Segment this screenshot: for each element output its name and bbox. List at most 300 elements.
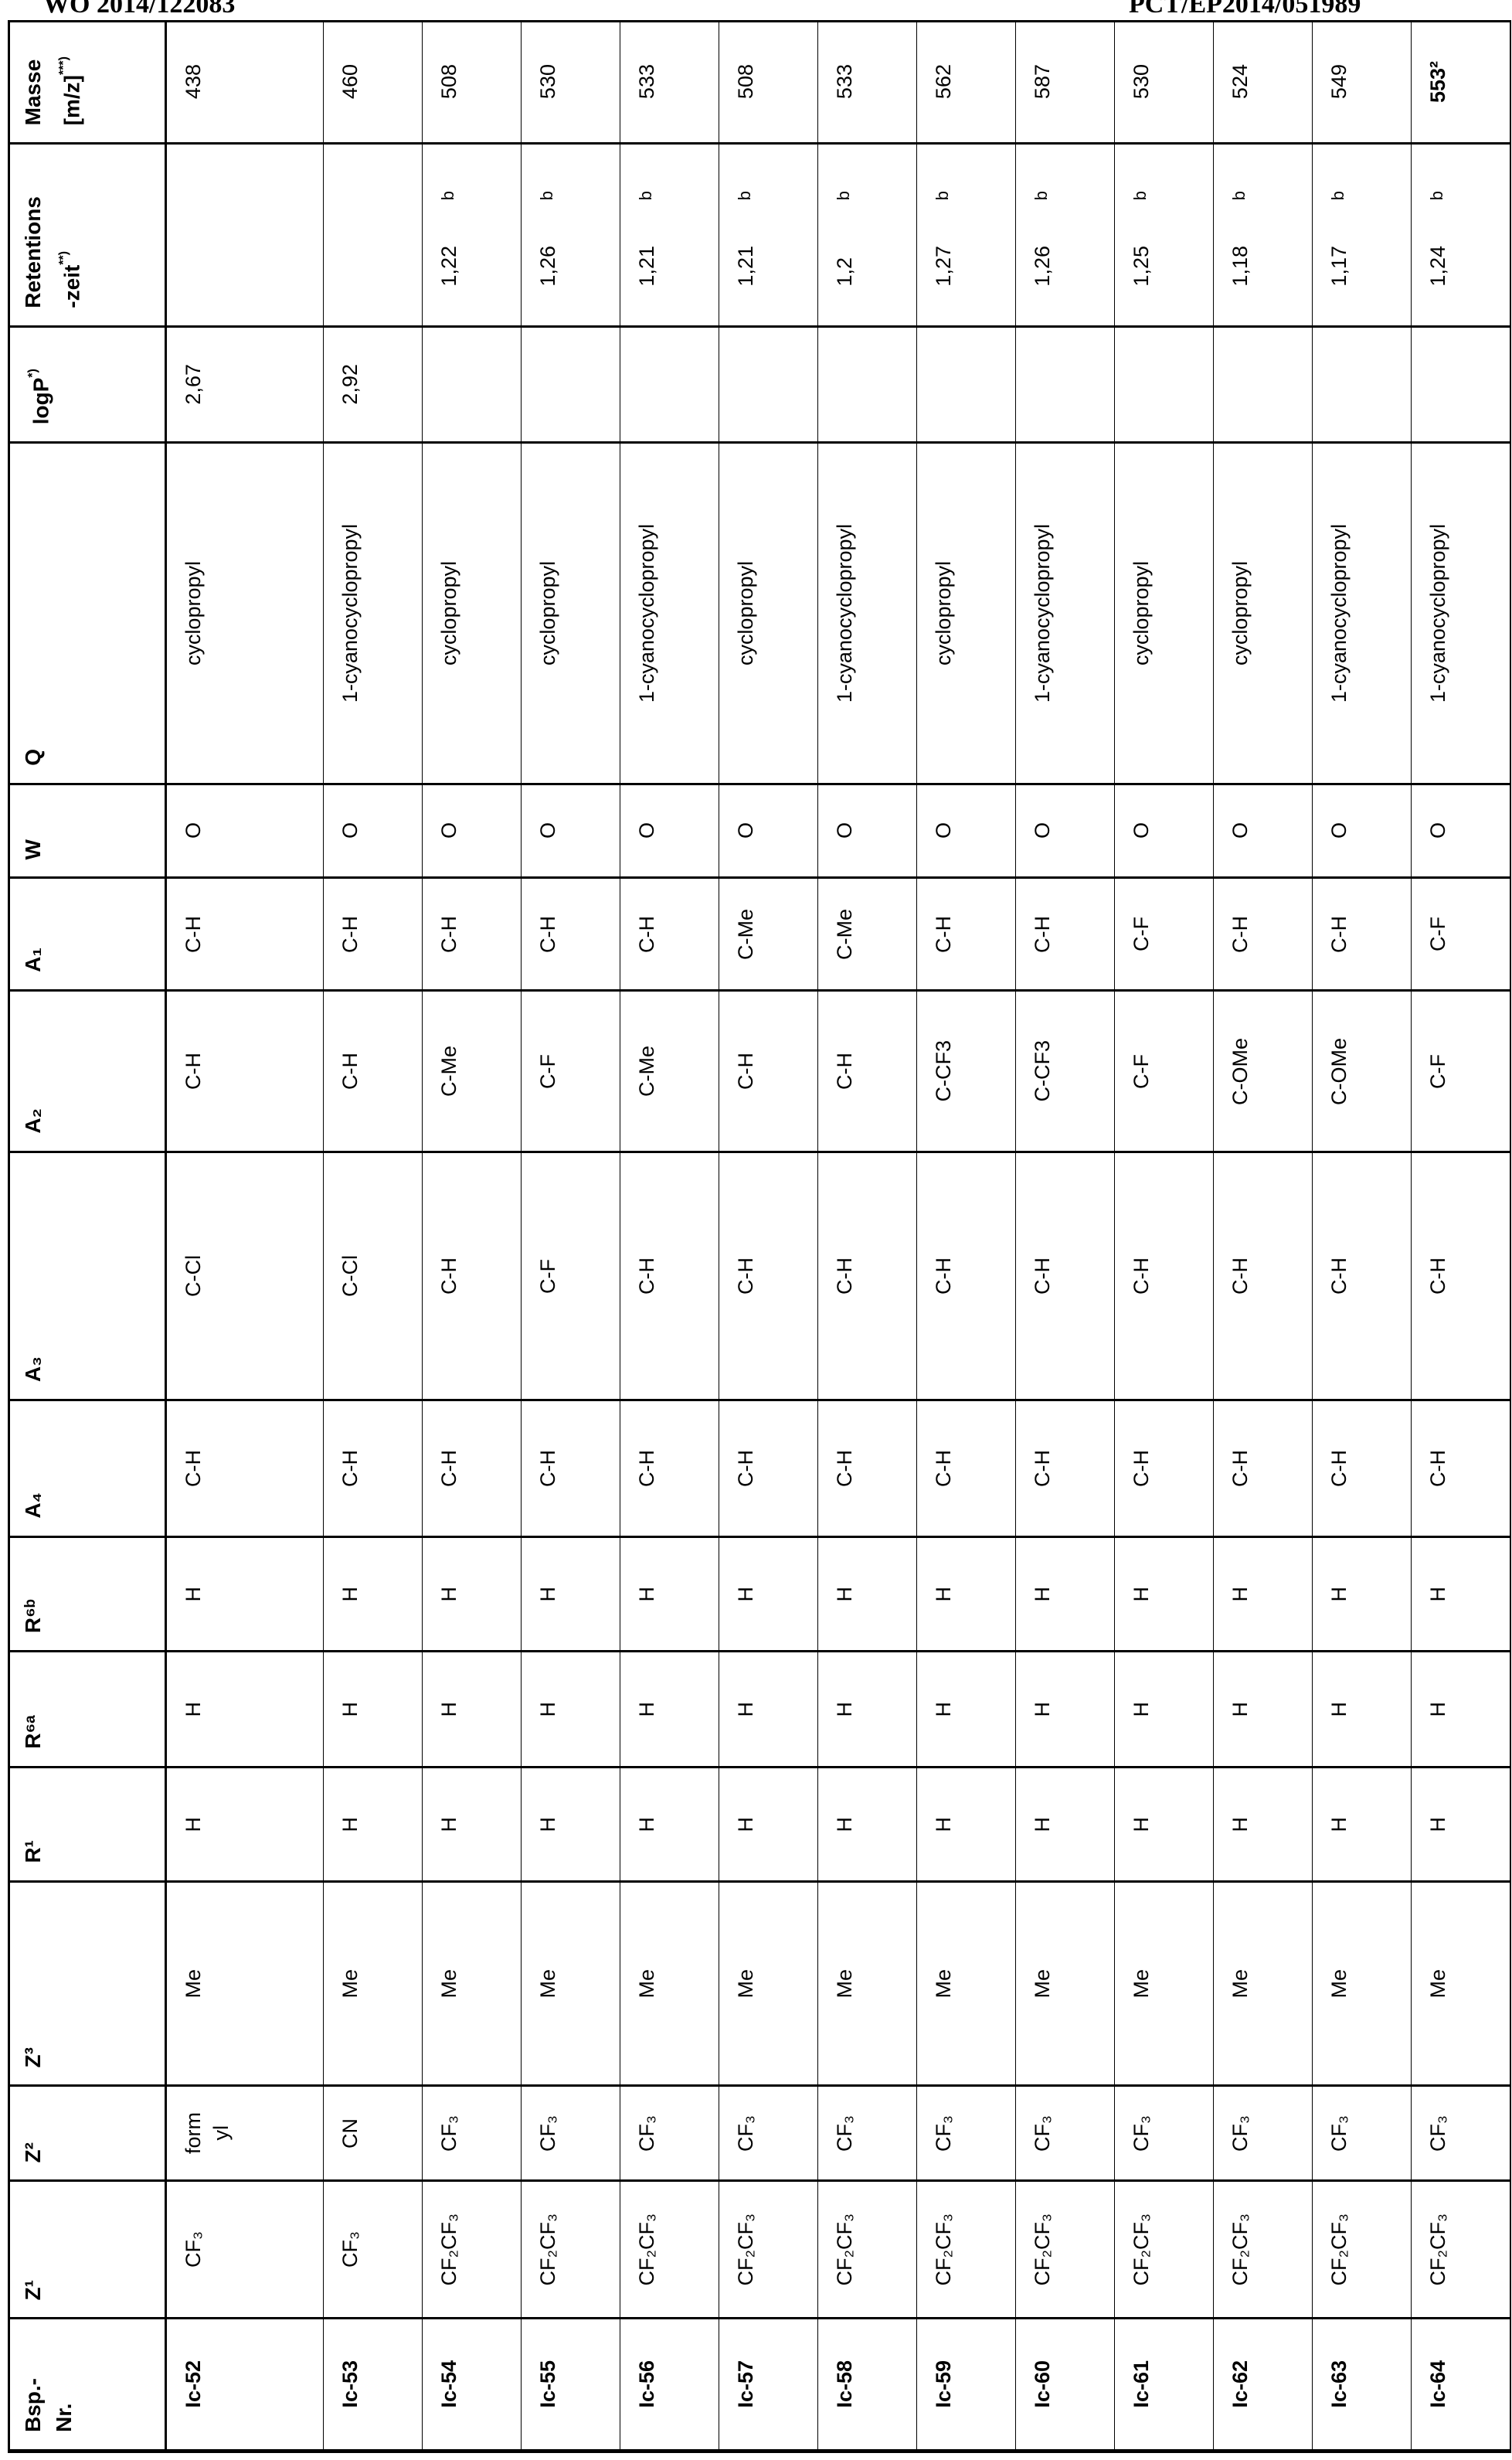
header-r1 [9, 1768, 167, 1883]
header-label-line2: Nr. [51, 2378, 77, 2432]
cell-text: CF₃ [634, 2115, 659, 2152]
cell-q [917, 444, 1016, 785]
cell-r1 [1016, 1768, 1115, 1883]
cell-ret [719, 145, 818, 328]
header-label: W [20, 839, 46, 859]
cell-text: CF₂CF₃ [634, 2213, 659, 2285]
cell-a4 [1115, 1401, 1214, 1538]
cell-text: H [931, 1587, 956, 1602]
cell-text: H [931, 1702, 956, 1717]
header-label: R⁶ᵇ [20, 1599, 46, 1633]
cell-masse [818, 22, 917, 145]
cell-text: O [1129, 822, 1154, 839]
header-a2 [9, 992, 167, 1153]
cell-text: cyclopropyl [437, 561, 461, 665]
cell-r1 [1115, 1768, 1214, 1883]
cell-nr [1115, 2319, 1214, 2451]
cell-text: H [1129, 1817, 1154, 1832]
cell-r1 [1313, 1768, 1412, 1883]
cell-q [423, 444, 522, 785]
cell-text: CF₃ [733, 2115, 758, 2152]
cell-text: Ic-53 [338, 2360, 362, 2408]
retention-method-marker: b [933, 191, 953, 200]
cell-a1 [1016, 879, 1115, 992]
cell-w [719, 785, 818, 879]
application-number: PCT/EP2014/051989 [1124, 0, 1365, 20]
cell-nr [719, 2319, 818, 2451]
cell-logp [1214, 328, 1313, 444]
retention-time-value: 1,17 [1327, 246, 1351, 287]
cell-a3 [522, 1153, 620, 1401]
cell-ret [818, 145, 917, 328]
cell-text: C-H [1228, 916, 1252, 953]
cell-text: CF₂CF₃ [832, 2213, 857, 2285]
cell-text: Me [535, 1969, 560, 1999]
cell-a3 [818, 1153, 917, 1401]
cell-text: C-H [832, 1450, 857, 1487]
cell-a2 [1313, 992, 1412, 1153]
cell-text: O [634, 822, 659, 839]
cell-text: C-Me [634, 1046, 659, 1097]
cell-w [167, 785, 324, 879]
cell-text: H [1425, 1587, 1450, 1602]
cell-a1 [1115, 879, 1214, 992]
cell-text: C-H [338, 1053, 362, 1090]
retention-method-marker: b [1328, 191, 1348, 200]
cell-r6b [522, 1538, 620, 1652]
cell-w [1412, 785, 1510, 879]
cell-text: C-H [634, 1450, 659, 1487]
cell-text: 533 [634, 64, 659, 99]
cell-text: form [181, 2112, 206, 2154]
retention-time-value: 1,26 [1030, 246, 1055, 287]
cell-ret [324, 145, 423, 328]
cell-text: Ic-57 [733, 2360, 758, 2408]
cell-masse [324, 22, 423, 145]
cell-z3 [522, 1883, 620, 2087]
header-label-group [20, 839, 46, 859]
retention-method-marker: b [537, 191, 557, 200]
cell-r6b [1313, 1538, 1412, 1652]
retention-time-value: 1,27 [931, 246, 956, 287]
cell-text: H [181, 1702, 206, 1717]
header-label-group [20, 196, 85, 308]
retention-time-value: 1,24 [1425, 246, 1450, 287]
cell-a3 [719, 1153, 818, 1401]
cell-r1 [818, 1768, 917, 1883]
cell-a2 [620, 992, 719, 1153]
cell-r1 [167, 1768, 324, 1883]
cell-r6b [1016, 1538, 1115, 1652]
cell-masse [1115, 22, 1214, 145]
header-label: Retentions [20, 196, 46, 308]
cell-w [818, 785, 917, 879]
header-label-group [20, 369, 54, 424]
retention-method-marker: b [438, 191, 458, 200]
cell-a2 [167, 992, 324, 1153]
document-number: WO 2014/122083 [39, 0, 240, 20]
cell-w [1214, 785, 1313, 879]
cell-logp [167, 328, 324, 444]
cell-z2 [1214, 2087, 1313, 2182]
cell-a3 [324, 1153, 423, 1401]
cell-text: C-H [1425, 1257, 1450, 1295]
cell-q [1115, 444, 1214, 785]
cell-logp [620, 328, 719, 444]
cell-text: O [733, 822, 758, 839]
cell-text: C-H [1030, 1257, 1055, 1295]
cell-r1 [1412, 1768, 1510, 1883]
cell-text: 438 [181, 64, 206, 99]
cell-text: C-H [733, 1450, 758, 1487]
cell-a1 [522, 879, 620, 992]
cell-z3 [719, 1883, 818, 2087]
cell-text: H [1327, 1587, 1351, 1602]
header-label-group [20, 749, 46, 766]
cell-a4 [522, 1401, 620, 1538]
cell-a1 [423, 879, 522, 992]
cell-text: H [832, 1587, 857, 1602]
cell-text: C-OMe [1228, 1038, 1252, 1105]
cell-text: C-H [181, 1053, 206, 1090]
cell-a4 [1016, 1401, 1115, 1538]
retention-time-value: 1,22 [437, 246, 461, 287]
cell-q [1313, 444, 1412, 785]
cell-z3 [167, 1883, 324, 2087]
cell-text: Me [832, 1969, 857, 1999]
cell-z2 [1313, 2087, 1412, 2182]
header-label: Z¹ [20, 2280, 46, 2300]
header-label-group [20, 2142, 46, 2162]
cell-text: Me [437, 1969, 461, 1999]
cell-text: 508 [437, 64, 461, 99]
retention-time-value: 1,26 [535, 246, 560, 287]
compound-table [0, 0, 1512, 2460]
cell-ret [620, 145, 719, 328]
cell-text: 1-cyanocyclopropyl [1425, 524, 1450, 703]
cell-nr [620, 2319, 719, 2451]
cell-text: H [1129, 1702, 1154, 1717]
header-label-group [20, 1492, 46, 1519]
cell-text: C-Cl [181, 1255, 206, 1297]
cell-nr [1016, 2319, 1115, 2451]
cell-text: H [832, 1702, 857, 1717]
cell-logp [1115, 328, 1214, 444]
cell-z1 [1214, 2182, 1313, 2319]
cell-text: C-H [535, 1450, 560, 1487]
cell-text: C-H [1327, 916, 1351, 953]
cell-logp [1412, 328, 1510, 444]
cell-text-line2: yl [209, 2125, 233, 2141]
cell-text: O [535, 822, 560, 839]
cell-z2 [1412, 2087, 1510, 2182]
cell-text: Me [1129, 1969, 1154, 1999]
cell-a2 [719, 992, 818, 1153]
cell-text: C-H [733, 1053, 758, 1090]
cell-text: O [437, 822, 461, 839]
cell-text: Me [931, 1969, 956, 1999]
cell-text: H [1327, 1702, 1351, 1717]
cell-a1 [719, 879, 818, 992]
cell-text: C-H [1425, 1450, 1450, 1487]
cell-text: 508 [733, 64, 758, 99]
cell-masse [167, 22, 324, 145]
cell-a1 [620, 879, 719, 992]
cell-text: C-Me [437, 1046, 461, 1097]
header-label: R¹ [20, 1840, 46, 1863]
cell-a4 [167, 1401, 324, 1538]
header-label-group [20, 1840, 46, 1863]
cell-z2 [818, 2087, 917, 2182]
cell-logp [423, 328, 522, 444]
cell-a2 [1412, 992, 1510, 1153]
cell-ret [167, 145, 324, 328]
cell-text: C-H [181, 1450, 206, 1487]
cell-masse [423, 22, 522, 145]
cell-text: C-H [634, 1257, 659, 1295]
cell-z2 [719, 2087, 818, 2182]
cell-text: 530 [1129, 64, 1154, 99]
cell-text: CF₃ [338, 2231, 362, 2268]
cell-r1 [917, 1768, 1016, 1883]
cell-z1 [522, 2182, 620, 2319]
cell-text: Me [1425, 1969, 1450, 1999]
cell-text: C-H [437, 1450, 461, 1487]
cell-a1 [1412, 879, 1510, 992]
retention-method-marker: b [735, 191, 755, 200]
cell-a4 [818, 1401, 917, 1538]
header-label-group [20, 1356, 46, 1382]
cell-q [1214, 444, 1313, 785]
cell-text: Me [1030, 1969, 1055, 1999]
cell-text: CF₂CF₃ [1129, 2213, 1154, 2285]
cell-z3 [1214, 1883, 1313, 2087]
cell-w [1115, 785, 1214, 879]
cell-a1 [324, 879, 423, 992]
retention-time-value: 1,21 [733, 246, 758, 287]
cell-z3 [620, 1883, 719, 2087]
cell-z2 [1115, 2087, 1214, 2182]
cell-r1 [522, 1768, 620, 1883]
cell-text: 1-cyanocyclopropyl [1030, 524, 1055, 703]
cell-a3 [1115, 1153, 1214, 1401]
cell-a1 [1313, 879, 1412, 992]
cell-z3 [324, 1883, 423, 2087]
cell-text: O [181, 822, 206, 839]
header-a1 [9, 879, 167, 992]
cell-text: CF₂CF₃ [1327, 2213, 1351, 2285]
header-label: Masse [20, 56, 46, 125]
header-nr [9, 2319, 167, 2451]
cell-text: O [1030, 822, 1055, 839]
header-ret [9, 145, 167, 328]
cell-text: H [1030, 1817, 1055, 1832]
header-label: Z³ [20, 2047, 46, 2067]
cell-text: 2,92 [338, 364, 362, 405]
cell-text: CF₃ [1425, 2115, 1450, 2152]
cell-text: H [338, 1817, 362, 1832]
cell-z1 [167, 2182, 324, 2319]
retention-method-marker: b [1130, 191, 1150, 200]
cell-text: CF₃ [931, 2115, 956, 2152]
cell-text: cyclopropyl [1129, 561, 1154, 665]
cell-text: H [535, 1702, 560, 1717]
cell-ret [917, 145, 1016, 328]
cell-text: O [1327, 822, 1351, 839]
header-label: A₃ [20, 1356, 46, 1382]
cell-a2 [324, 992, 423, 1153]
header-label-line2: -zeit**) [51, 196, 85, 308]
cell-text: Me [338, 1969, 362, 1999]
header-label-group [20, 1599, 46, 1633]
cell-text: Ic-58 [832, 2360, 857, 2408]
cell-text: 1-cyanocyclopropyl [338, 524, 362, 703]
cell-text: C-H [832, 1053, 857, 1090]
cell-masse [1214, 22, 1313, 145]
cell-text: C-H [437, 1257, 461, 1295]
cell-text: H [832, 1817, 857, 1832]
cell-r6b [324, 1538, 423, 1652]
cell-a4 [324, 1401, 423, 1538]
cell-text: H [1228, 1702, 1252, 1717]
header-label-group [20, 56, 85, 125]
header-a4 [9, 1401, 167, 1538]
cell-text: C-F [1129, 917, 1154, 951]
cell-text: O [1228, 822, 1252, 839]
cell-text: C-H [1030, 916, 1055, 953]
cell-text: C-Me [832, 909, 857, 960]
cell-r6b [423, 1538, 522, 1652]
cell-text: C-H [1030, 1450, 1055, 1487]
cell-logp [917, 328, 1016, 444]
cell-text: C-H [338, 1450, 362, 1487]
cell-z3 [1412, 1883, 1510, 2087]
cell-text: cyclopropyl [931, 561, 956, 665]
cell-nr [1313, 2319, 1412, 2451]
cell-r6a [1412, 1652, 1510, 1768]
cell-z3 [423, 1883, 522, 2087]
cell-a4 [1412, 1401, 1510, 1538]
cell-text: C-H [733, 1257, 758, 1295]
cell-nr [1412, 2319, 1510, 2451]
cell-nr [917, 2319, 1016, 2451]
cell-masse [719, 22, 818, 145]
cell-text: C-H [931, 1450, 956, 1487]
cell-text: H [931, 1817, 956, 1832]
cell-w [522, 785, 620, 879]
cell-masse [1016, 22, 1115, 145]
cell-text: 562 [931, 64, 956, 99]
cell-text: C-H [1327, 1257, 1351, 1295]
header-z3 [9, 1883, 167, 2087]
cell-text: H [634, 1817, 659, 1832]
cell-a3 [1016, 1153, 1115, 1401]
cell-r6a [620, 1652, 719, 1768]
cell-r6b [1412, 1538, 1510, 1652]
cell-text: 1-cyanocyclopropyl [634, 524, 659, 703]
cell-ret [1412, 145, 1510, 328]
cell-text: C-H [634, 916, 659, 953]
cell-r1 [324, 1768, 423, 1883]
cell-r6a [522, 1652, 620, 1768]
cell-a2 [423, 992, 522, 1153]
cell-text: C-CF3 [1030, 1040, 1055, 1102]
cell-z3 [917, 1883, 1016, 2087]
cell-text: C-H [1129, 1257, 1154, 1295]
cell-text: H [1425, 1702, 1450, 1717]
cell-r6b [1115, 1538, 1214, 1652]
cell-logp [1016, 328, 1115, 444]
cell-text: Me [1228, 1969, 1252, 1999]
cell-a3 [917, 1153, 1016, 1401]
cell-text: 460 [338, 64, 362, 99]
cell-text: CF₃ [1030, 2115, 1055, 2152]
cell-logp [818, 328, 917, 444]
cell-z1 [917, 2182, 1016, 2319]
cell-text: H [1327, 1817, 1351, 1832]
cell-ret [1214, 145, 1313, 328]
cell-r6a [1115, 1652, 1214, 1768]
cell-r6b [917, 1538, 1016, 1652]
cell-w [917, 785, 1016, 879]
header-logp [9, 328, 167, 444]
cell-z3 [1115, 1883, 1214, 2087]
cell-a1 [1214, 879, 1313, 992]
header-a3 [9, 1153, 167, 1401]
cell-text: 553² [1425, 61, 1450, 103]
cell-text: CF₂CF₃ [1030, 2213, 1055, 2285]
cell-text: H [1129, 1587, 1154, 1602]
cell-z1 [818, 2182, 917, 2319]
cell-z1 [423, 2182, 522, 2319]
cell-text: H [1425, 1817, 1450, 1832]
header-label-group [20, 2280, 46, 2300]
cell-ret [423, 145, 522, 328]
cell-r1 [423, 1768, 522, 1883]
cell-a4 [1214, 1401, 1313, 1538]
cell-text: Ic-56 [634, 2360, 659, 2408]
cell-text: C-H [1129, 1450, 1154, 1487]
cell-text: H [437, 1817, 461, 1832]
cell-text: C-H [1228, 1450, 1252, 1487]
header-z1 [9, 2182, 167, 2319]
cell-text: CN [338, 2118, 362, 2149]
header-label: A₄ [20, 1492, 46, 1519]
cell-text: cyclopropyl [1228, 561, 1252, 665]
cell-text: CF₂CF₃ [931, 2213, 956, 2285]
header-z2 [9, 2087, 167, 2182]
cell-text: H [733, 1702, 758, 1717]
header-label-group [20, 948, 46, 972]
retention-time-value: 1,25 [1129, 246, 1154, 287]
cell-a2 [522, 992, 620, 1153]
cell-text: Ic-64 [1425, 2360, 1450, 2408]
cell-a2 [818, 992, 917, 1153]
cell-a3 [1412, 1153, 1510, 1401]
cell-text: C-F [1129, 1054, 1154, 1089]
cell-text: C-OMe [1327, 1038, 1351, 1105]
header-label-group [20, 1715, 46, 1749]
cell-q [1016, 444, 1115, 785]
header-label: A₁ [20, 948, 46, 972]
cell-nr [423, 2319, 522, 2451]
cell-z2 [620, 2087, 719, 2182]
header-label: logP*) [20, 369, 54, 424]
cell-text: H [733, 1817, 758, 1832]
cell-text: C-F [535, 1054, 560, 1089]
cell-r6b [167, 1538, 324, 1652]
cell-text: Me [634, 1969, 659, 1999]
